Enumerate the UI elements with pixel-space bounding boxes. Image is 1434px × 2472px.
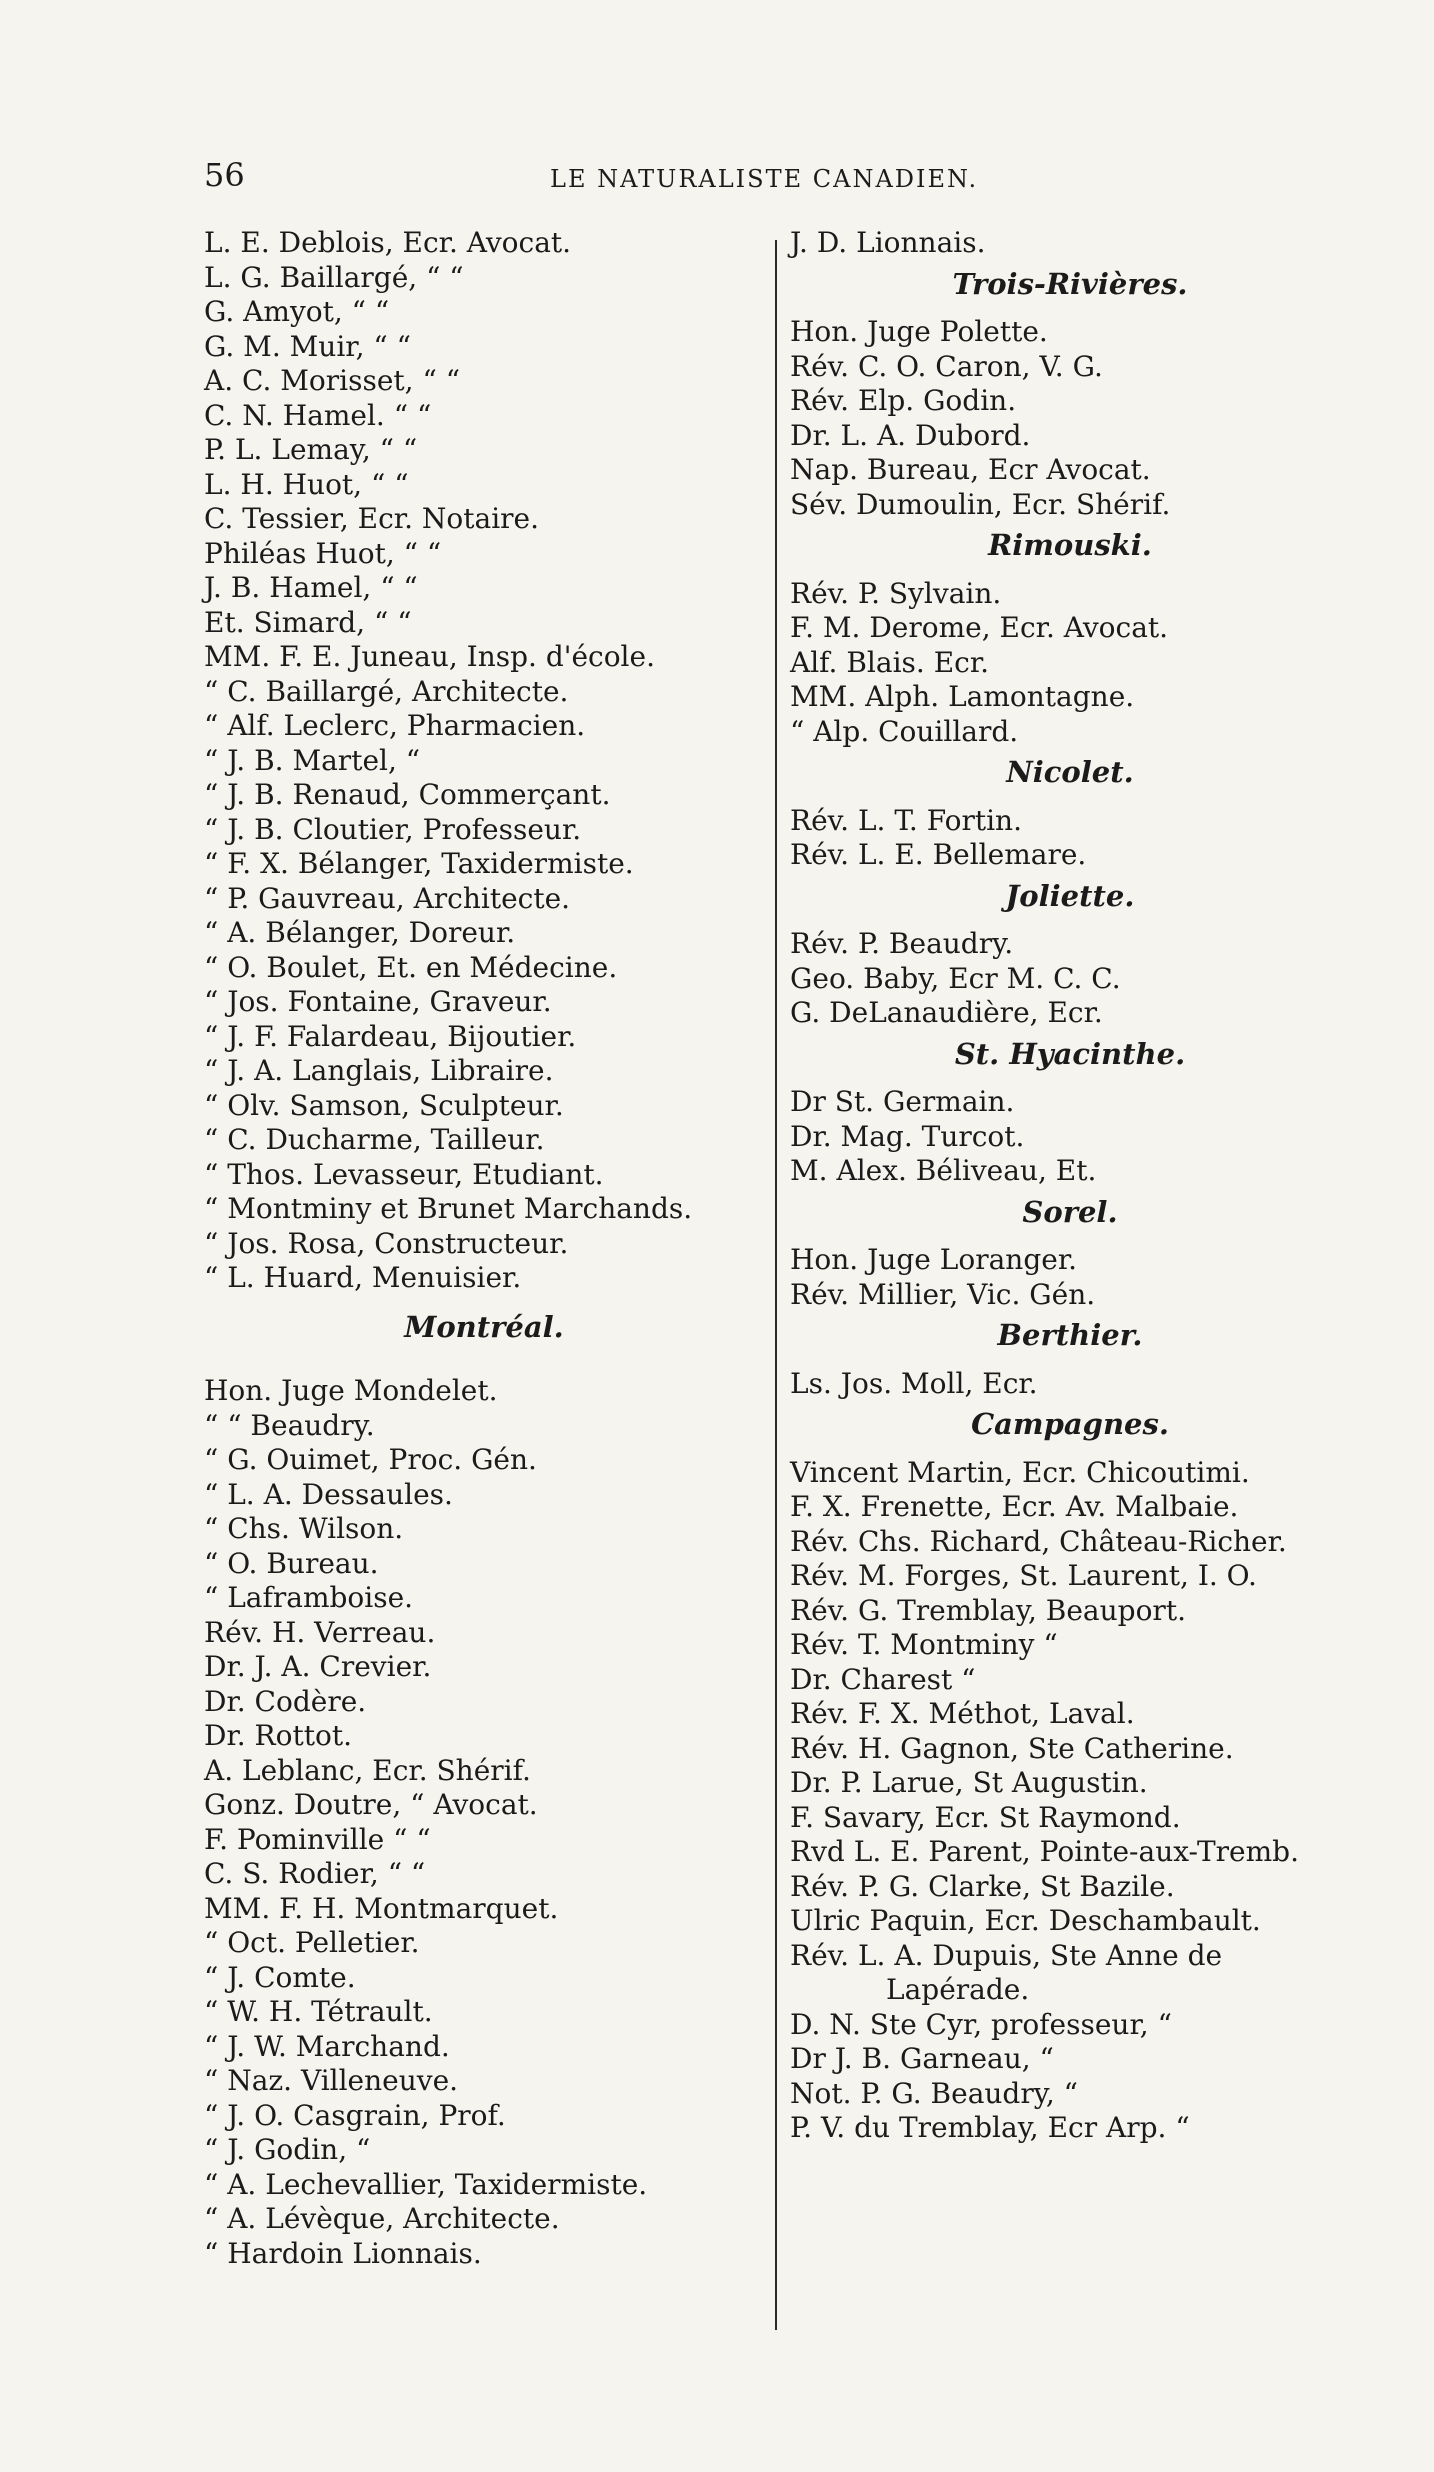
list-item: Gonz. Doutre, “ Avocat. <box>204 1788 538 1821</box>
list-item: “ Naz. Villeneuve. <box>204 2064 459 2097</box>
section-list <box>790 1085 1350 1189</box>
list-item: C. N. Hamel. “ “ <box>204 398 432 432</box>
list-item: “ A. Lévèque, Architecte. <box>204 2202 560 2235</box>
list-item: “ A. Bélanger, Doreur. <box>204 916 516 949</box>
section-list <box>790 315 1350 522</box>
list-item: P. V. du Tremblay, Ecr Arp. “ <box>790 2111 1190 2144</box>
list-item: Dr. J. A. Crevier. <box>204 1650 432 1683</box>
list-item: Dr. Charest “ <box>790 1662 976 1696</box>
list-item: Hon. Juge Loranger. <box>790 1243 1078 1276</box>
list-item: Dr J. B. Garneau, “ <box>790 2042 1054 2075</box>
list-item: “ J. Godin, “ <box>204 2133 371 2166</box>
list-item: Rvd L. E. Parent, Pointe-aux-Tremb. <box>790 1835 1300 1868</box>
list-item: Lapérade. <box>886 1973 1030 2006</box>
list-item: “ J. O. Casgrain, Prof. <box>204 2098 506 2132</box>
list-item: “ J. B. Cloutier, Professeur. <box>204 812 582 846</box>
section-list <box>790 1456 1350 2146</box>
list-item: “ Thos. Levasseur, Etudiant. <box>204 1157 604 1191</box>
list-item: Dr. Codère. <box>204 1684 367 1718</box>
list-item: L. H. Huot, “ “ <box>204 467 409 501</box>
list-item: Rév. Elp. Godin. <box>790 384 1017 417</box>
list-item: Ls. Jos. Moll, Ecr. <box>790 1366 1038 1400</box>
list-item: Rév. P. Beaudry. <box>790 927 1014 960</box>
list-item: Dr. Mag. Turcot. <box>790 1119 1025 1153</box>
section-heading: Trois-Rivières. <box>952 266 1188 301</box>
list-item: Rév. H. Verreau. <box>204 1615 436 1649</box>
list-item: “ “ Beaudry. <box>204 1408 375 1442</box>
list-item: “ Montminy et Brunet Marchands. <box>204 1192 693 1225</box>
list-item: Rév. P. Sylvain. <box>790 576 1002 610</box>
list-item: “ O. Bureau. <box>204 1546 379 1580</box>
list-item: Rév. Chs. Richard, Château-Richer. <box>790 1524 1287 1558</box>
section-list <box>790 804 1350 873</box>
list-item: M. Alex. Béliveau, Et. <box>790 1154 1097 1187</box>
list-item: Hon. Juge Mondelet. <box>204 1374 498 1407</box>
list-item: F. M. Derome, Ecr. Avocat. <box>790 611 1169 644</box>
left-list-montreal <box>204 1374 764 2271</box>
list-item: “ Jos. Rosa, Constructeur. <box>204 1226 569 1260</box>
list-item: “ L. Huard, Menuisier. <box>204 1261 522 1294</box>
list-item: “ J. B. Renaud, Commerçant. <box>204 778 611 811</box>
list-item: Rév. F. X. Méthot, Laval. <box>790 1697 1135 1730</box>
section-heading: Berthier. <box>997 1318 1143 1352</box>
list-item: Rév. Millier, Vic. Gén. <box>790 1277 1096 1311</box>
section-list <box>790 1367 1350 1402</box>
list-item: C. S. Rodier, “ “ <box>204 1857 426 1890</box>
list-item: Rév. L. E. Bellemare. <box>790 838 1087 871</box>
list-item: “ W. H. Tétrault. <box>204 1995 433 2028</box>
section-heading: Campagnes. <box>971 1407 1169 1441</box>
list-item: “ Chs. Wilson. <box>204 1512 404 1545</box>
list-item: “ J. W. Marchand. <box>204 2029 450 2063</box>
list-item: MM. F. H. Montmarquet. <box>204 1891 559 1925</box>
list-item: P. L. Lemay, “ “ <box>204 433 418 466</box>
list-item: “ J. A. Langlais, Libraire. <box>204 1054 554 1087</box>
list-item: A. C. Morisset, “ “ <box>204 364 461 397</box>
list-item: “ J. Comte. <box>204 1960 356 1994</box>
list-item: Rév. L. T. Fortin. <box>790 803 1022 837</box>
right-column <box>790 226 1350 2146</box>
left-list-top <box>204 226 764 1296</box>
list-item: Vincent Martin, Ecr. Chicoutimi. <box>790 1455 1250 1489</box>
list-item: D. N. Ste Cyr, professeur, “ <box>790 2007 1172 2041</box>
list-item: “ J. F. Falardeau, Bijoutier. <box>204 1019 577 1053</box>
section-list <box>790 1243 1350 1312</box>
left-column <box>204 226 764 2271</box>
column-rule <box>775 240 777 2330</box>
list-item: “ Oct. Pelletier. <box>204 1926 420 1959</box>
list-item: “ C. Baillargé, Architecte. <box>204 674 569 708</box>
section-heading: Sorel. <box>1022 1194 1118 1229</box>
list-item: Rév. L. A. Dupuis, Ste Anne de <box>790 1938 1223 1972</box>
list-item: Not. P. G. Beaudry, “ <box>790 2076 1078 2110</box>
list-item: “ Jos. Fontaine, Graveur. <box>204 985 552 1018</box>
list-item: “ F. X. Bélanger, Taxidermiste. <box>204 847 634 880</box>
list-item: C. Tessier, Ecr. Notaire. <box>204 502 540 535</box>
right-sections <box>790 267 1350 2146</box>
list-item: Rév. P. G. Clarke, St Bazile. <box>790 1869 1175 1903</box>
list-item: “ O. Boulet, Et. en Médecine. <box>204 950 618 984</box>
list-item: Geo. Baby, Ecr M. C. C. <box>790 961 1121 995</box>
list-item: Ulric Paquin, Ecr. Deschambault. <box>790 1904 1261 1937</box>
list-item: Dr. Rottot. <box>204 1719 353 1752</box>
section-heading: Nicolet. <box>1006 755 1134 789</box>
list-item: Alf. Blais. Ecr. <box>790 645 990 679</box>
section-heading: Joliette. <box>1005 878 1135 913</box>
list-item: “ A. Lechevallier, Taxidermiste. <box>204 2167 648 2201</box>
list-item: F. Pominville “ “ <box>204 1822 431 1856</box>
list-item: Nap. Bureau, Ecr Avocat. <box>790 453 1151 486</box>
list-item: L. G. Baillargé, “ “ <box>204 260 464 294</box>
list-item: “ Alf. Leclerc, Pharmacien. <box>204 709 586 742</box>
list-item: Rév. M. Forges, St. Laurent, I. O. <box>790 1559 1257 1592</box>
list-item: “ P. Gauvreau, Architecte. <box>204 881 571 915</box>
list-item: MM. Alph. Lamontagne. <box>790 680 1135 713</box>
section-heading: St. Hyacinthe. <box>954 1036 1186 1071</box>
list-item: Dr. L. A. Dubord. <box>790 418 1031 452</box>
list-item: Et. Simard, “ “ <box>204 605 412 639</box>
list-item: F. X. Frenette, Ecr. Av. Malbaie. <box>790 1490 1239 1523</box>
list-item: Philéas Huot, “ “ <box>204 536 442 570</box>
list-item: Rév. H. Gagnon, Ste Catherine. <box>790 1731 1234 1765</box>
list-item: Rév. G. Tremblay, Beauport. <box>790 1593 1186 1627</box>
section-list <box>790 927 1350 1031</box>
list-item: Hon. Juge Polette. <box>790 315 1048 348</box>
list-item: “ Olv. Samson, Sculpteur. <box>204 1088 564 1122</box>
list-item: “ L. A. Dessaules. <box>204 1477 453 1511</box>
list-item: F. Savary, Ecr. St Raymond. <box>790 1800 1181 1834</box>
list-item: Dr. P. Larue, St Augustin. <box>790 1766 1148 1799</box>
list-item: Sév. Dumoulin, Ecr. Shérif. <box>790 487 1171 521</box>
list-item: “ Hardoin Lionnais. <box>204 2236 482 2270</box>
section-heading: Rimouski. <box>988 528 1152 562</box>
list-item: G. Amyot, “ “ <box>204 295 390 328</box>
list-item: Rév. T. Montminy “ <box>790 1628 1058 1661</box>
list-item: A. Leblanc, Ecr. Shérif. <box>204 1753 531 1787</box>
list-item: Dr St. Germain. <box>790 1085 1015 1118</box>
list-item: G. M. Muir, “ “ <box>204 329 411 363</box>
section-list <box>790 577 1350 750</box>
list-item: J. D. Lionnais. <box>790 226 986 259</box>
list-item: “ Laframboise. <box>204 1581 414 1614</box>
list-item: “ G. Ouimet, Proc. Gén. <box>204 1443 537 1476</box>
running-head: LE NATURALISTE CANADIEN. <box>550 165 979 193</box>
list-item: J. B. Hamel, “ “ <box>204 571 418 604</box>
list-item: “ J. B. Martel, “ <box>204 743 421 777</box>
list-item: G. DeLanaudière, Ecr. <box>790 996 1103 1029</box>
section-heading-montreal: Montréal. <box>404 1309 564 1344</box>
list-item: “ C. Ducharme, Tailleur. <box>204 1123 545 1156</box>
page-number: 56 <box>204 156 245 194</box>
list-item: “ Alp. Couillard. <box>790 714 1019 748</box>
list-item: MM. F. E. Juneau, Insp. d'école. <box>204 640 655 673</box>
list-item: Rév. C. O. Caron, V. G. <box>790 349 1103 383</box>
list-item: L. E. Deblois, Ecr. Avocat. <box>204 226 572 259</box>
